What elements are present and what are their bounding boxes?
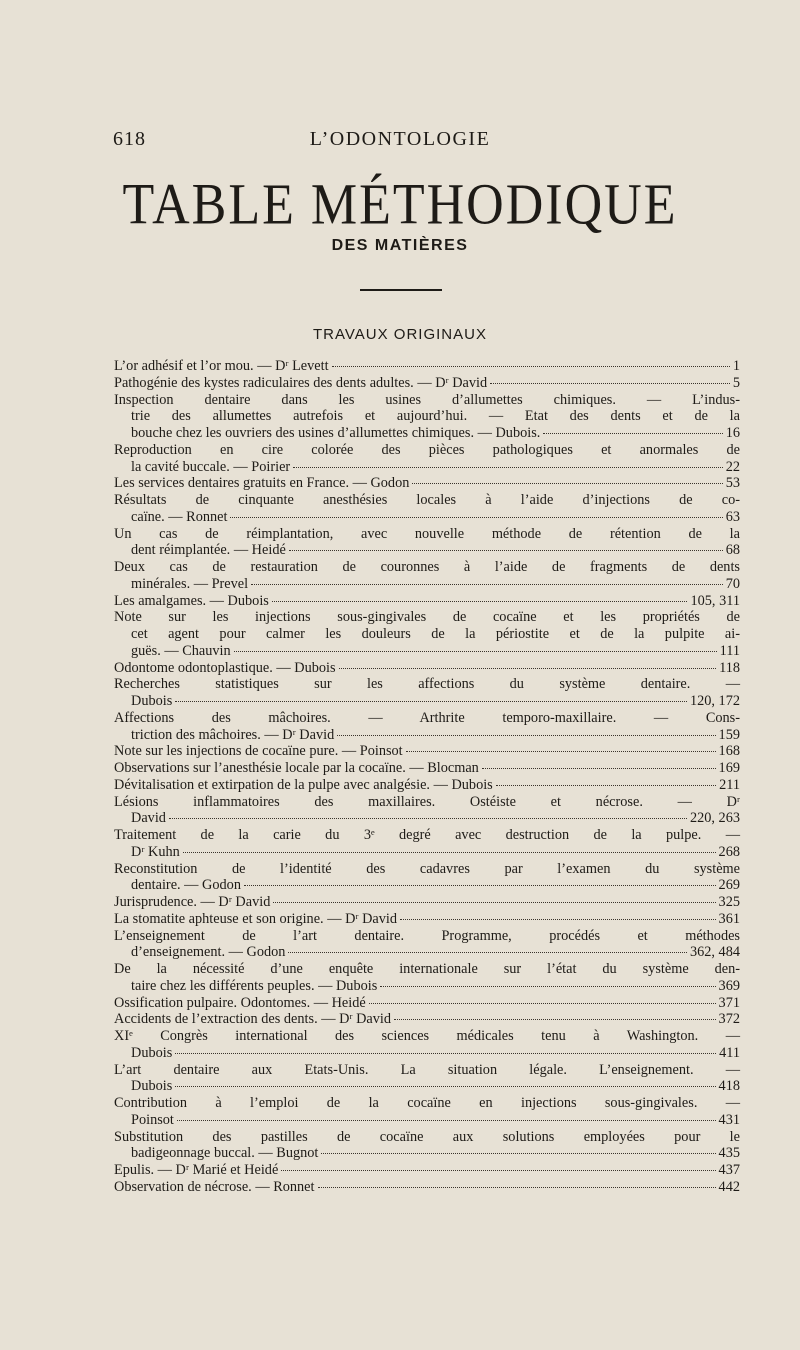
toc-entry — [114, 1129, 740, 1163]
toc-page-ref: 118 — [719, 659, 740, 676]
toc-entry-text: Observations sur l’anesthésie locale par la cocaïne. — Blocman — [114, 760, 479, 776]
toc-entry-line — [114, 944, 740, 961]
toc-entry-text: Odontome odontoplastique. — Dubois — [114, 659, 336, 676]
toc-entry-text: La stomatite aphteuse et son origine. — Dʳ David — [114, 910, 398, 927]
toc-entry-line — [114, 509, 740, 526]
toc-page-ref: 268 — [718, 843, 740, 860]
toc-entry-line — [114, 978, 740, 995]
toc-entry-text: Substitution des pastilles de cocaïne aux solutions employées pour le — [114, 1128, 740, 1145]
dot-leader — [169, 818, 687, 819]
toc-entry-line — [114, 593, 740, 610]
toc-entry-text: L’enseignement de l’art dentaire. Programme, procédés et méthodes — [114, 927, 740, 944]
dot-leader — [332, 366, 730, 367]
toc-entry-text: Deux cas de restauration de couronnes à l’aide de fragments de dents — [114, 559, 740, 575]
dot-leader — [175, 1086, 715, 1087]
toc-page-ref: 369 — [718, 977, 740, 994]
section-heading: TRAVAUX ORIGINAUX — [313, 326, 487, 343]
toc-entry-line — [114, 743, 740, 760]
toc-entry-text: Reproduction en cire colorée des pièces pathologiques et anormales de — [114, 441, 740, 458]
toc-entry-text: Dubois — [131, 1078, 173, 1095]
toc-entry-text: la cavité buccale. — Poirier — [131, 458, 291, 475]
toc-page-ref: 22 — [725, 458, 740, 475]
toc-entry — [114, 710, 740, 744]
toc-entry — [114, 475, 740, 492]
toc-page-ref: 431 — [718, 1111, 740, 1128]
toc-entry — [114, 526, 740, 560]
toc-entry-text: caïne. — Ronnet — [131, 508, 228, 525]
toc-entry — [114, 827, 740, 861]
toc-entry-text: Pathogénie des kystes radiculaires des dents adultes. — Dʳ David — [114, 374, 488, 391]
toc-page-ref: 411 — [719, 1044, 740, 1061]
toc-entry-text: XIᵉ Congrès international des sciences médicales tenu à Washington. — — [114, 1028, 740, 1044]
dot-leader — [490, 383, 730, 384]
toc-entry — [114, 660, 740, 677]
toc-entry — [114, 911, 740, 928]
toc-entry-line — [114, 727, 740, 744]
dot-leader — [394, 1019, 715, 1020]
running-title: L’ODONTOLOGIE — [309, 128, 491, 150]
toc-page-ref: 169 — [718, 760, 740, 776]
toc-entry-text: bouche chez les ouvriers des usines d’allumettes chimiques. — Dubois. — [131, 425, 541, 441]
toc-entry-line — [114, 459, 740, 476]
toc-page-ref: 16 — [725, 425, 740, 441]
toc-entry — [114, 559, 740, 593]
toc-page-ref: 371 — [718, 994, 740, 1011]
toc-page-ref: 372 — [718, 1011, 740, 1028]
toc-entry-line — [114, 576, 740, 593]
toc-entry-line — [114, 844, 740, 861]
toc-entry-line — [114, 542, 740, 559]
toc-entry-text: L’art dentaire aux Etats-Unis. La situation légale. L’enseignement. — — [114, 1061, 740, 1078]
toc-entry — [114, 794, 740, 828]
toc-entry — [114, 609, 740, 659]
toc-entry-line — [114, 1112, 740, 1129]
toc-entry-text: Dʳ Kuhn — [131, 843, 180, 860]
toc-entry-text: Les services dentaires gratuits en France. — Godon — [114, 475, 410, 492]
toc-entry-text: Jurisprudence. — Dʳ David — [114, 894, 271, 910]
toc-entry-text: Lésions inflammatoires des maxillaires. Ostéiste et nécrose. — Dʳ — [114, 793, 740, 810]
toc-entry-text: dent réimplantée. — Heidé — [131, 542, 286, 559]
toc-entry-line — [114, 877, 740, 894]
toc-entry — [114, 760, 740, 777]
toc-entry-line — [114, 810, 740, 827]
toc-entry-line — [114, 995, 740, 1012]
dot-leader — [496, 785, 716, 786]
dot-leader — [288, 952, 687, 953]
toc-entry-text: taire chez les différents peuples. — Dubois — [131, 977, 378, 994]
toc-entry-line — [114, 760, 740, 777]
toc-entry-text: triction des mâchoires. — Dʳ David — [131, 726, 335, 743]
toc-entry-text: Résultats de cinquante anesthésies locales à l’aide d’injections de co- — [114, 492, 740, 508]
toc-entry-line — [114, 1045, 740, 1062]
toc-page-ref: 105, 311 — [690, 592, 740, 609]
dot-leader — [318, 1187, 716, 1188]
dot-leader — [244, 885, 716, 886]
toc-page-ref: 211 — [719, 776, 740, 793]
dot-leader — [281, 1170, 715, 1171]
page-subtitle: DES MATIÈRES — [331, 237, 469, 254]
toc-entry — [114, 894, 740, 911]
toc-entry-text: guës. — Chauvin — [131, 642, 231, 659]
toc-page-ref: 220, 263 — [689, 810, 740, 827]
toc-entry — [114, 442, 740, 476]
toc-entry-line — [114, 1162, 740, 1179]
toc-page-ref: 63 — [725, 508, 740, 525]
toc-entry — [114, 777, 740, 794]
toc-entry — [114, 358, 740, 375]
toc-page-ref: 159 — [718, 726, 740, 743]
dot-leader — [234, 651, 717, 652]
toc-page-ref: 68 — [725, 542, 740, 559]
toc-entry — [114, 375, 740, 392]
toc-entry-text: Note sur les injections de cocaïne pure. — Poinsot — [114, 743, 403, 760]
toc-page-ref: 325 — [718, 894, 740, 910]
toc-entry-text: Accidents de l’extraction des dents. — Dʳ David — [114, 1011, 392, 1028]
toc-entry — [114, 1062, 740, 1096]
dot-leader — [175, 1053, 716, 1054]
toc-page-ref: 5 — [732, 374, 740, 391]
toc-page-ref: 1 — [732, 358, 740, 374]
toc-entry-text: Ossification pulpaire. Odontomes. — Heidé — [114, 994, 366, 1011]
toc-entry-text: Dubois — [131, 693, 173, 709]
toc-entry-text: Dévitalisation et extirpation de la pulpe avec analgésie. — Dubois — [114, 776, 493, 793]
toc-entry-line — [114, 660, 740, 677]
dot-leader — [293, 467, 723, 468]
toc-entry-line — [114, 475, 740, 492]
toc-entry-line — [114, 894, 740, 911]
toc-page-ref: 53 — [725, 475, 740, 492]
toc-page-ref: 111 — [719, 642, 740, 659]
toc-entry-line — [114, 375, 740, 392]
dot-leader — [337, 735, 715, 736]
toc-entry-text: Les amalgames. — Dubois — [114, 592, 269, 609]
toc-entry-text: Affections des mâchoires. — Arthrite temporo-maxillaire. — Cons- — [114, 709, 740, 726]
toc-entry-text: L’or adhésif et l’or mou. — Dʳ Levett — [114, 358, 329, 374]
dot-leader — [272, 601, 688, 602]
dot-leader — [369, 1003, 716, 1004]
toc-entry-text: Reconstitution de l’identité des cadavres par l’examen du système — [114, 860, 740, 877]
dot-leader — [183, 852, 716, 853]
toc-entry — [114, 743, 740, 760]
toc-page-ref: 269 — [718, 877, 740, 894]
table-of-contents — [114, 358, 740, 1196]
toc-entry-line — [114, 358, 740, 375]
toc-entry-line — [114, 1145, 740, 1162]
toc-entry — [114, 593, 740, 610]
toc-entry-text: Un cas de réimplantation, avec nouvelle méthode de rétention de la — [114, 525, 740, 542]
toc-entry-text: Traitement de la carie du 3ᵉ degré avec destruction de la pulpe. — — [114, 827, 740, 843]
dot-leader — [289, 550, 723, 551]
toc-entry-text: badigeonnage buccal. — Bugnot — [131, 1145, 319, 1162]
toc-page-ref: 442 — [718, 1178, 740, 1195]
toc-entry-line — [114, 693, 740, 710]
toc-entry — [114, 1011, 740, 1028]
toc-page-ref: 120, 172 — [689, 693, 740, 709]
toc-entry — [114, 1095, 740, 1129]
dot-leader — [177, 1120, 716, 1121]
toc-page-ref: 70 — [725, 575, 740, 592]
dot-leader — [273, 902, 715, 903]
dot-leader — [400, 919, 716, 920]
toc-page-ref: 435 — [718, 1145, 740, 1162]
dot-leader — [321, 1153, 715, 1154]
dot-leader — [406, 751, 716, 752]
toc-entry-text: d’enseignement. — Godon — [131, 944, 286, 961]
dot-leader — [412, 483, 722, 484]
title-divider — [360, 289, 442, 291]
toc-entry-line — [114, 643, 740, 660]
dot-leader — [543, 433, 722, 434]
toc-entry-text: Dubois — [131, 1044, 173, 1061]
toc-entry — [114, 676, 740, 710]
toc-entry — [114, 492, 740, 526]
dot-leader — [175, 701, 687, 702]
toc-entry-text: Poinsot — [131, 1111, 174, 1128]
toc-page-ref: 362, 484 — [689, 944, 740, 961]
toc-page-ref: 437 — [718, 1162, 740, 1178]
dot-leader — [230, 517, 722, 518]
dot-leader — [482, 768, 716, 769]
dot-leader — [251, 584, 723, 585]
toc-entry-text: trie des allumettes autrefois et aujourd’hui. — Etat des dents et de la — [131, 408, 740, 425]
toc-entry-text: Observation de nécrose. — Ronnet — [114, 1178, 315, 1195]
toc-entry-text: minérales. — Prevel — [131, 575, 249, 592]
toc-entry-line — [114, 1179, 740, 1196]
toc-entry-text: cet agent pour calmer les douleurs de la périostite et de la pulpite ai- — [131, 626, 740, 642]
toc-entry-text: Note sur les injections sous-gingivales de cocaïne et les propriétés de — [114, 609, 740, 626]
toc-entry — [114, 861, 740, 895]
toc-entry-line — [114, 777, 740, 794]
toc-entry-text: Recherches statistiques sur les affections du système dentaire. — — [114, 676, 740, 693]
toc-entry-line — [114, 425, 740, 442]
toc-page-ref: 361 — [718, 910, 740, 927]
toc-entry-text: Epulis. — Dʳ Marié et Heidé — [114, 1162, 279, 1178]
toc-entry — [114, 995, 740, 1012]
toc-entry-text: Inspection dentaire dans les usines d’allumettes chimiques. — L’indus- — [114, 391, 740, 408]
page-number: 618 — [113, 128, 146, 150]
toc-page-ref: 418 — [718, 1078, 740, 1095]
page-title: TABLE MÉTHODIQUE — [122, 173, 678, 237]
dot-leader — [380, 986, 715, 987]
toc-entry-text: De la nécessité d’une enquête internationale sur l’état du système den- — [114, 961, 740, 977]
toc-entry — [114, 1162, 740, 1179]
toc-entry-text: dentaire. — Godon — [131, 877, 241, 894]
toc-entry — [114, 961, 740, 995]
toc-page-ref: 168 — [718, 743, 740, 760]
toc-entry-line — [114, 1011, 740, 1028]
toc-entry-text: Contribution à l’emploi de la cocaïne en injections sous-gingivales. — — [114, 1095, 740, 1111]
dot-leader — [339, 668, 716, 669]
toc-entry — [114, 928, 740, 962]
toc-entry-line — [114, 1078, 740, 1095]
toc-entry-text: David — [131, 810, 166, 827]
toc-entry — [114, 392, 740, 442]
toc-entry — [114, 1179, 740, 1196]
toc-entry — [114, 1028, 740, 1062]
toc-entry-line — [114, 911, 740, 928]
